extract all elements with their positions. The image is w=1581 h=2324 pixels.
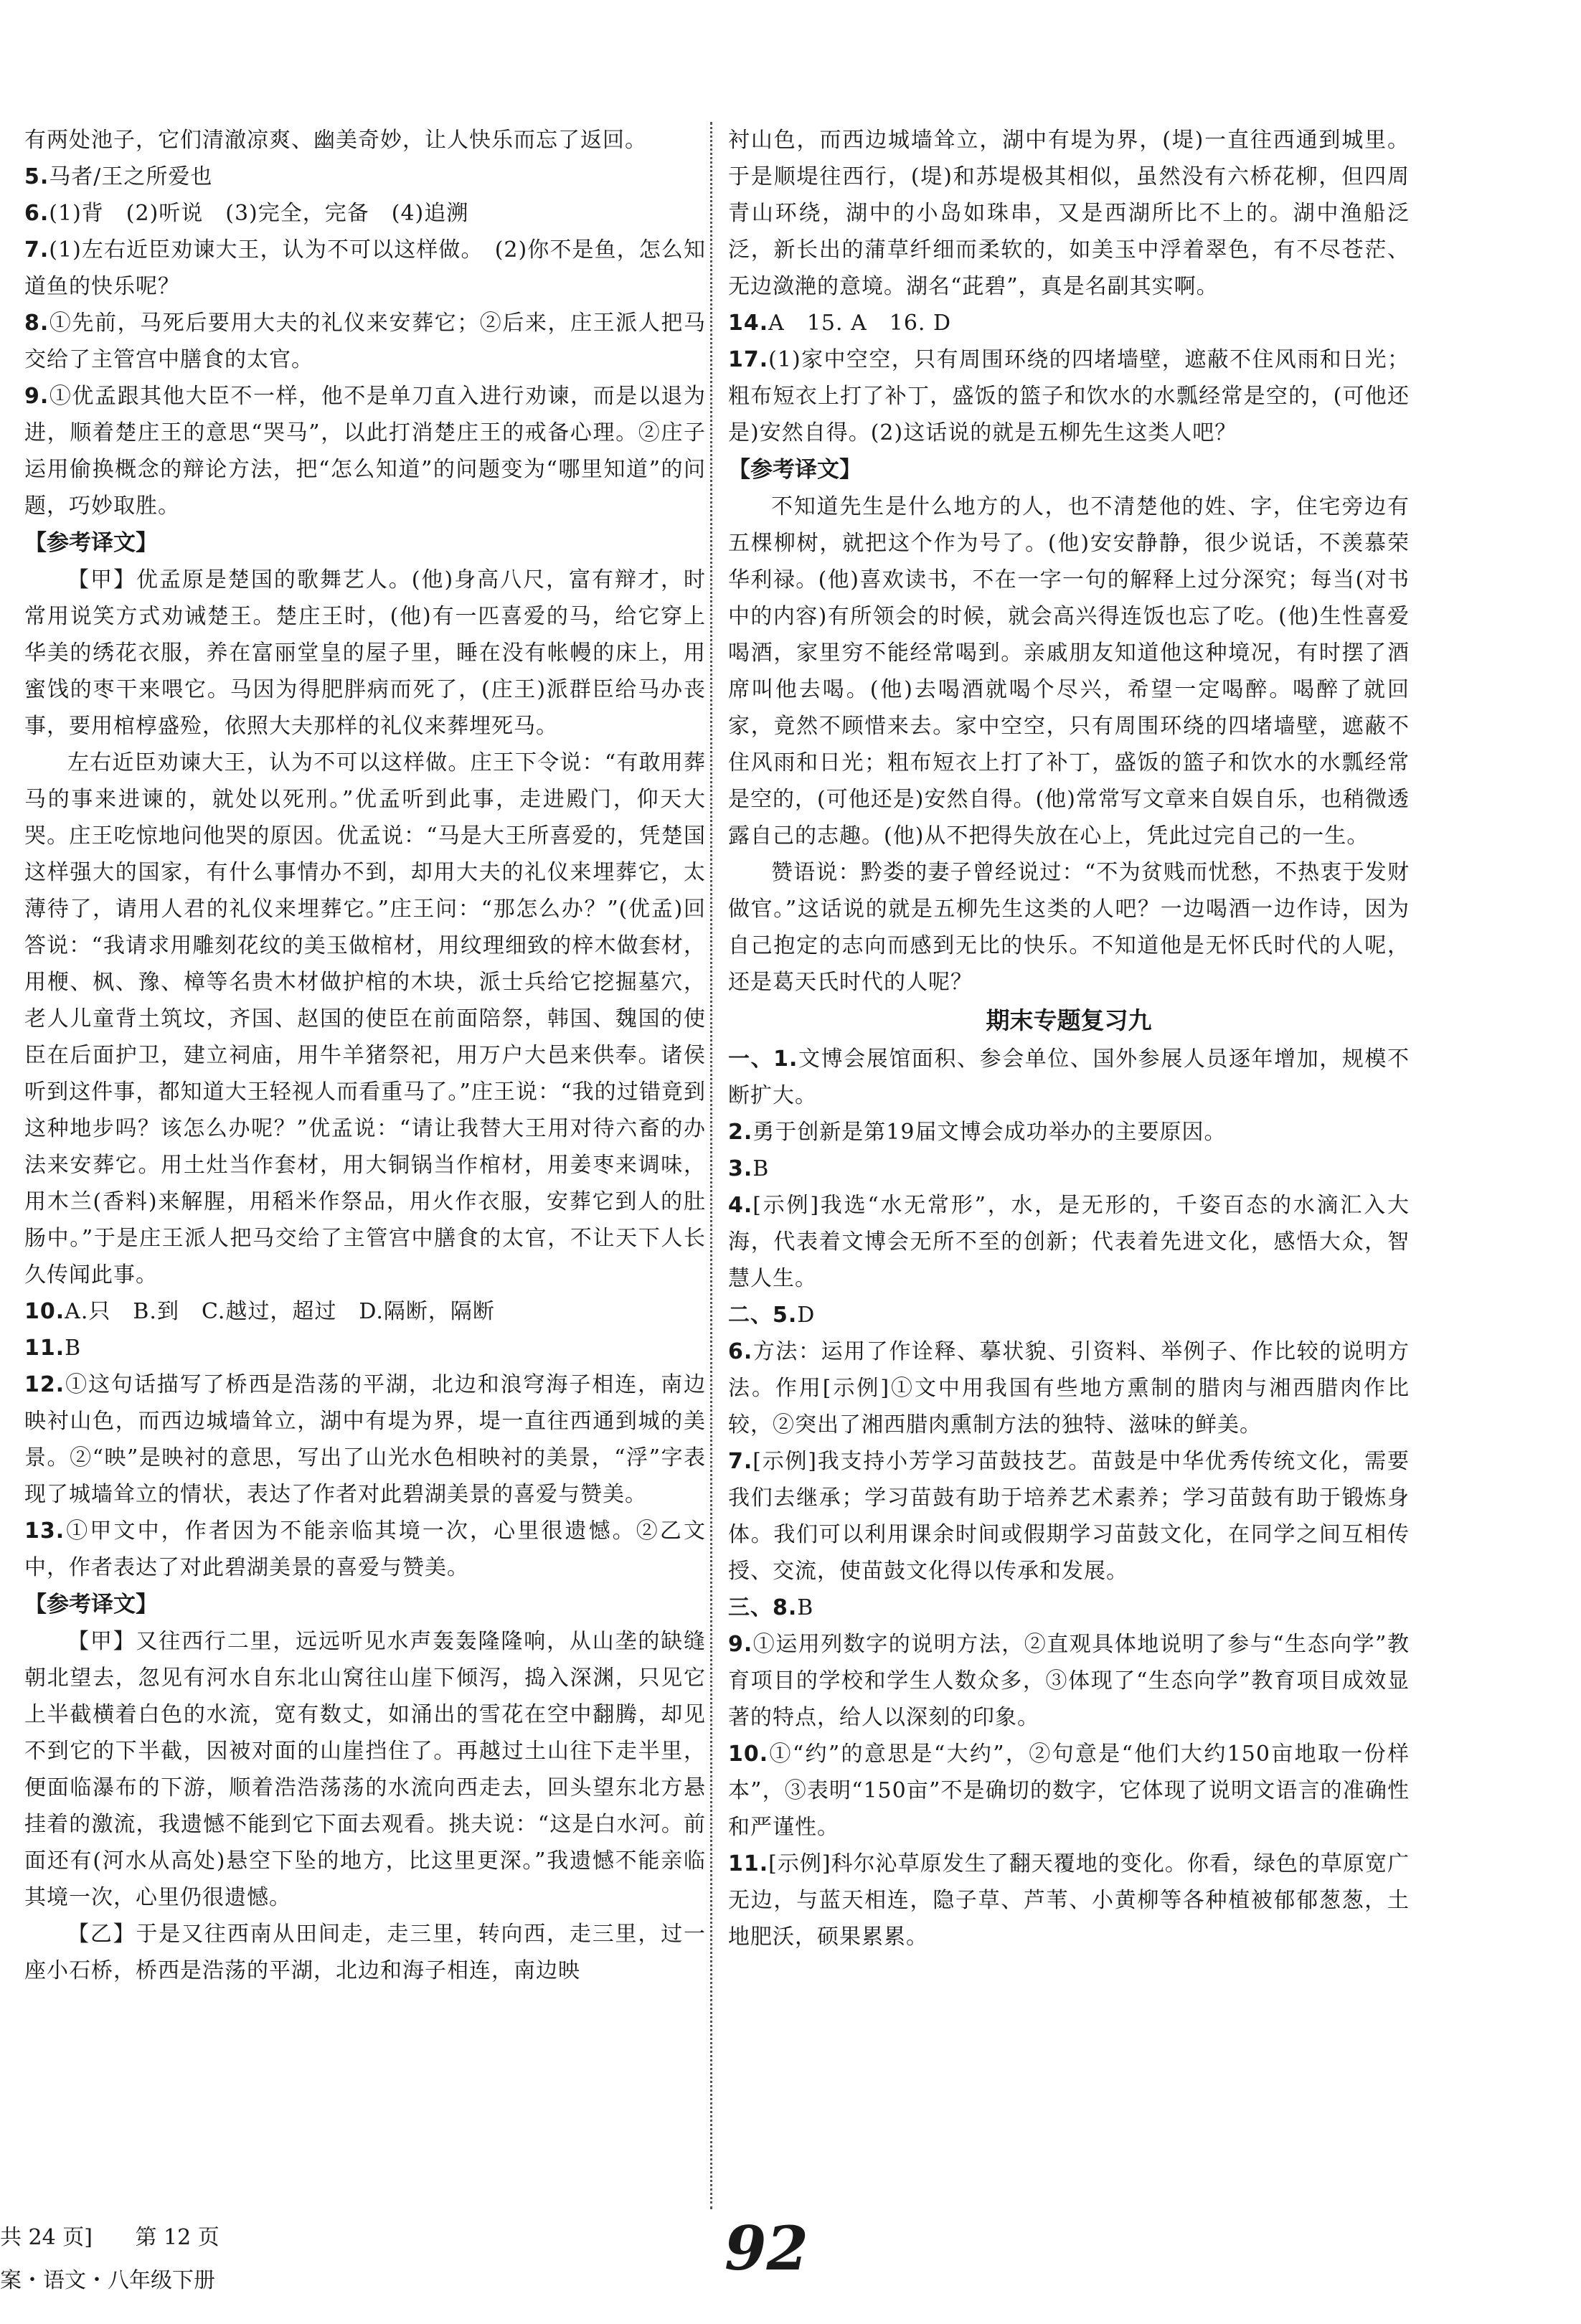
answer-item [728,1443,1410,1590]
answer-item [728,1041,1410,1114]
answer-text: ①先前，马死后要用大夫的礼仪来安葬它；②后来，庄王派人把马交给了主管宫中膳食的太官。 [24,311,706,372]
question-number: 11. [24,1336,65,1361]
answer-text: ①“约”的意思是“大约”，②句意是“他们大约150亩地取一份样本”，③表明“150亩”不是确切的数字，它体现了说明文语言的准确性和严谨性。 [728,1742,1410,1840]
answer-item [24,305,706,378]
answer-item [24,1366,706,1513]
question-number: 6. [728,1339,753,1364]
answer-text: A.只 B.到 C.越过，超过 D.隔断，隔断 [65,1299,495,1324]
answer-item [728,1846,1410,1955]
answer-item [24,232,706,305]
answer-item [728,1114,1410,1151]
answer-text: B [752,1156,770,1181]
answer-text: [示例]我选“水无常形”，水，是无形的，千姿百态的水滴汇入大海，代表着文博会无所不至的创新；代表着先进文化，感悟大众，智慧人生。 [728,1193,1410,1291]
answer-item [728,341,1410,451]
translation-paragraph: 左右近臣劝谏大王，认为不可以这样做。庄王下令说：“有敢用葬马的事来进谏的，就处以死刑。”优孟听到此事，走进殿门，仰天大哭。庄王吃惊地问他哭的原因。优孟说：“马是大王所喜爱的，凭楚国这样强大的国家，有什么事情办不到，却用大夫的礼仪来埋葬它，太薄待了，请用人君的礼仪来埋葬它。”庄王问：“那怎么办？”(优孟)回答说：“我请求用雕刻花纹的美玉做棺材，用纹理细致的梓木做套材，用楩、枫、豫、樟等名贵木材做护棺的木块，派士兵给它挖掘墓穴，老人儿童背土筑坟，齐国、赵国的使臣在前面陪祭，韩国、魏国的使臣在后面护卫，建立祠庙，用牛羊猪祭祀，用万户大邑来供奉。诸侯听到这件事，都知道大王轻视人而看重马了。”庄王说：“我的过错竟到这种地步吗？该怎么办呢？”优孟说：“请让我替大王用对待六畜的办法来安葬它。用土灶当作套材，用大铜锅当作棺材，用姜枣来调味，用木兰(香料)来解腥，用稻米作祭品，用火作衣服，安葬它到人的肚肠中。”于是庄王派人把马交给了主管宫中膳食的太官，不让天下人长久传闻此事。 [24,750,706,1288]
answer-text: [示例]我支持小芳学习苗鼓技艺。苗鼓是中华优秀传统文化，需要我们去继承；学习苗鼓有助于培养艺术素养；学习苗鼓有助于锻炼身体。我们可以利用课余时间或假期学习苗鼓文化，在同学之间互相传授、交流，使苗鼓文化得以传承和发展。 [728,1449,1410,1584]
book-info: 案・语文・八年级下册 [0,2268,215,2293]
section-title: 期末专题复习九 [986,1006,1152,1034]
left-column [24,122,706,2209]
translation-paragraph: 【甲】优孟原是楚国的歌舞艺人。(他)身高八尺，富有辩才，时常用说笑方式劝诫楚王。楚庄王时，(他)有一匹喜爱的马，给它穿上华美的绣花衣服，养在富丽堂皇的屋子里，睡在没有帐幔的床上，用蜜饯的枣干来喂它。马因为得肥胖病而死了，(庄王)派群臣给马办丧事，要用棺椁盛殓，依照大夫那样的礼仪来葬埋死马。 [24,567,706,739]
question-number: 12. [24,1372,65,1397]
reference-translation-heading: 【参考译文】 [24,530,158,556]
page-number: 92 [725,2213,808,2284]
answer-text: ①这句话描写了桥西是浩荡的平湖，北边和浪穹海子相连，南边映衬山色，而西边城墙耸立，湖中有堤为界，堤一直往西通到城的美景。②“映”是映衬的意思，写出了山光水色相映衬的美景，“浮”字表现了城墙耸立的情状，表达了作者对此碧湖美景的喜爱与赞美。 [24,1372,706,1507]
answer-item [728,1590,1410,1626]
answer-item [728,1151,1410,1187]
answer-item [24,1330,706,1366]
answer-text: (1)左右近臣劝谏大王，认为不可以这样做。 (2)你不是鱼，怎么知道鱼的快乐呢？ [24,237,706,299]
answer-text: (1)背 (2)听说 (3)完全，完备 (4)追溯 [49,201,469,226]
answer-text: [示例]科尔沁草原发生了翻天覆地的变化。你看，绿色的草原宽广无边，与蓝天相连，隐子草、芦苇、小黄柳等各种植被郁郁葱葱，土地肥沃，硕果累累。 [728,1851,1410,1950]
question-number: 10. [728,1742,769,1767]
answer-item [728,1187,1410,1297]
answer-text: 马者/王之所爱也 [49,164,213,189]
answer-item [24,195,706,232]
reference-translation-heading: 【参考译文】 [24,1592,158,1617]
question-number: 13. [24,1518,65,1544]
question-number: 7. [728,1449,753,1474]
question-number: 10. [24,1299,65,1324]
question-number: 6. [24,201,49,226]
right-column [728,122,1410,2209]
answer-text: 方法：运用了作诠释、摹状貌、引资料、举例子、作比较的说明方法。作用[示例]①文中用我国有些地方熏制的腊肉与湘西腊肉作比较，②突出了湘西腊肉熏制方法的独特、滋味的鲜美。 [728,1339,1410,1437]
question-number: 4. [728,1193,753,1218]
answer-item [24,1293,706,1330]
continued-paragraph: 衬山色，而西边城墙耸立，湖中有堤为界，(堤)一直往西通到城里。于是顺堤往西行，(堤)和苏堤极其相似，虽然没有六桥花柳，但四周青山环绕，湖中的小岛如珠串，又是西湖所比不上的。湖中渔船泛泛，新长出的蒲草纤细而柔软的，如美玉中浮着翠色，有不尽苍茫、无边潋滟的意境。湖名“茈碧”，真是名副其实啊。 [728,128,1410,299]
answer-item [24,1513,706,1586]
total-pages: 共 24 页] [0,2225,93,2250]
answer-item [728,1333,1410,1443]
question-number: 9. [24,384,49,409]
answer-item [728,1297,1410,1333]
answer-text: 勇于创新是第19届文博会成功举办的主要原因。 [752,1120,1227,1145]
answer-text: B [797,1595,814,1620]
translation-paragraph: 不知道先生是什么地方的人，也不清楚他的姓、字，住宅旁边有五棵柳树，就把这个作为号了。(他)安安静静，很少说话，不羡慕荣华利禄。(他)喜欢读书，不在一字一句的解释上过分深究；每当(对书中的内容)有所领会的时候，就会高兴得连饭也忘了吃。(他)生性喜爱喝酒，家里穷不能经常喝到。亲戚朋友知道他这种境况，有时摆了酒席叫他去喝。(他)去喝酒就喝个尽兴，希望一定喝醉。喝醉了就回家，竟然不顾惜来去。家中空空，只有周围环绕的四堵墙壁，遮蔽不住风雨和日光；粗布短衣上打了补丁，盛饭的篮子和饮水的水瓢经常是空的，(可他还是)安然自得。(他)常常写文章来自娱自乐，也稍微透露自己的志趣。(他)从不把得失放在心上，凭此过完自己的一生。 [728,494,1410,849]
question-number: 三、8. [728,1595,798,1620]
answer-item [728,305,1410,341]
answer-text: B [65,1336,82,1361]
question-number: 17. [728,347,769,372]
question-number: 9. [728,1632,753,1657]
question-number: 7. [24,237,49,263]
answer-text: ①运用列数字的说明方法，②直观具体地说明了参与“生态向学”教育项目的学校和学生人数众多，③体现了“生态向学”教育项目成效显著的特点，给人以深刻的印象。 [728,1632,1410,1730]
translation-paragraph: 赞语说：黔娄的妻子曾经说过：“不为贫贱而忧愁，不热衷于发财做官。”这话说的就是五柳先生这类的人吧？一边喝酒一边作诗，因为自己抱定的志向而感到无比的快乐。不知道他是无怀氏时代的人呢，还是葛天氏时代的人呢？ [728,860,1410,995]
answer-item [24,159,706,195]
answer-item [24,378,706,524]
answer-text: (1)家中空空，只有周围环绕的四堵墙壁，遮蔽不住风雨和日光；粗布短衣上打了补丁，盛饭的篮子和饮水的水瓢经常是空的，(可他还是)安然自得。(2)这话说的就是五柳先生这类人吧？ [728,347,1410,445]
translation-paragraph: 【乙】于是又往西南从田间走，走三里，转向西，走三里，过一座小石桥，桥西是浩荡的平湖，北边和海子相连，南边映 [24,1922,706,1983]
answer-text: ①甲文中，作者因为不能亲临其境一次，心里很遗憾。②乙文中，作者表达了对此碧湖美景的喜爱与赞美。 [24,1518,706,1580]
footer-page-info [0,2224,220,2252]
question-number: 2. [728,1120,753,1145]
question-number: 5. [24,164,49,189]
current-page: 第 12 页 [135,2225,220,2250]
question-number: 二、5. [728,1303,798,1328]
answer-text: 文博会展馆面积、参会单位、国外参展人员逐年增加，规模不断扩大。 [728,1047,1410,1108]
reference-translation-heading: 【参考译文】 [728,457,862,483]
question-number: 一、1. [728,1047,798,1072]
question-number: 11. [728,1851,769,1876]
answer-text: A 15. A 16. D [768,311,952,336]
translation-paragraph: 【甲】又往西行二里，远远听见水声轰轰隆隆响，从山垄的缺缝朝北望去，忽见有河水自东北山窝往山崖下倾泻，捣入深渊，只见它上半截横着白色的水流，宽有数丈，如涌出的雪花在空中翻腾，却见不到它的下半截，因被对面的山崖挡住了。再越过土山往下走半里，便面临瀑布的下游，顺着浩浩荡荡的水流向西走去，回头望东北方悬挂着的激流，我遗憾不能到它下面去观看。挑夫说：“这是白水河。前面还有(河水从高处)悬空下坠的地方，比这里更深。”我遗憾不能亲临其境一次，心里仍很遗憾。 [24,1629,706,1910]
continued-paragraph: 有两处池子，它们清澈凉爽、幽美奇妙，让人快乐而忘了返回。 [24,128,647,153]
answer-text: ①优孟跟其他大臣不一样，他不是单刀直入进行劝谏，而是以退为进，顺着楚庄王的意思“哭马”，以此打消楚庄王的戒备心理。②庄子运用偷换概念的辩论方法，把“怎么知道”的问题变为“哪里知道”的问题，巧妙取胜。 [24,384,706,519]
answer-item [728,1626,1410,1736]
question-number: 3. [728,1156,753,1181]
question-number: 8. [24,311,49,336]
column-divider [710,122,712,2209]
question-number: 14. [728,311,769,336]
answer-item [728,1736,1410,1846]
answer-text: D [797,1303,816,1328]
